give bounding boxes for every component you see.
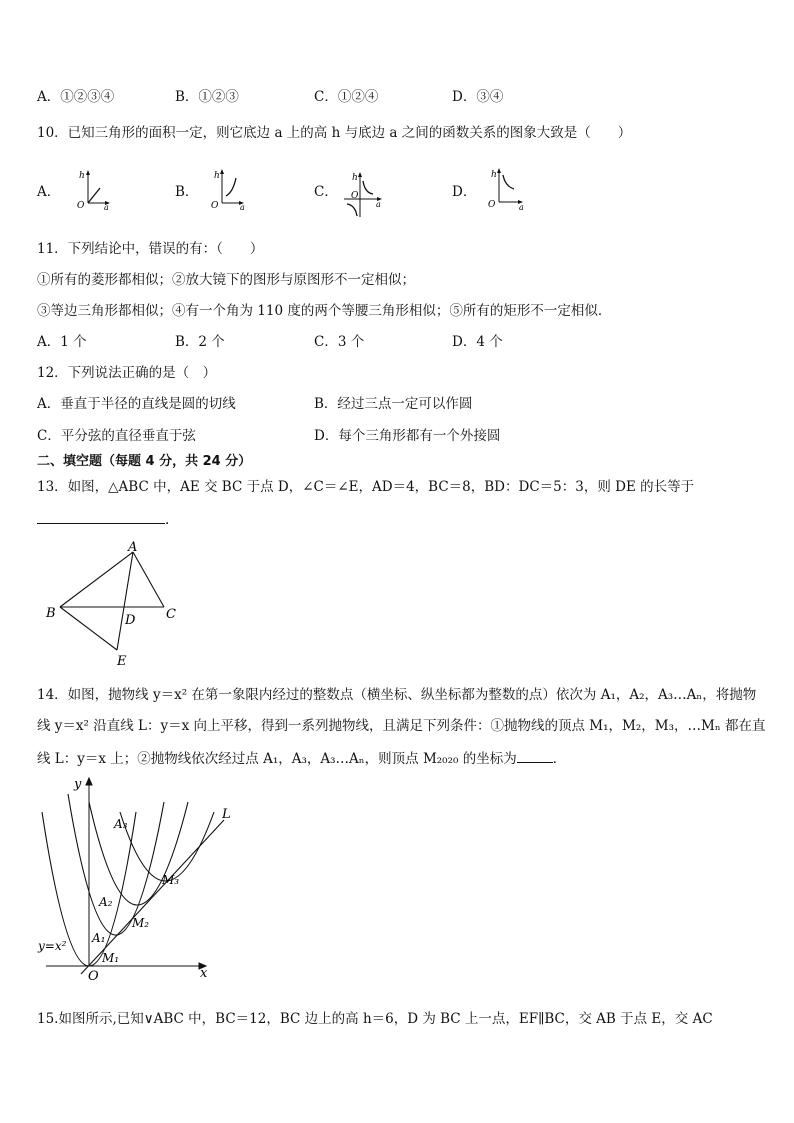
q13-label-c: C bbox=[166, 607, 176, 622]
q13-label-a: A bbox=[128, 540, 138, 555]
q10-option-d-letter: D． bbox=[452, 184, 477, 200]
q11-stem: 11．下列结论中，错误的有：（ ） bbox=[37, 241, 264, 257]
q14-line-3-end: ． bbox=[552, 751, 567, 767]
q14-label-m2: M₂ bbox=[132, 916, 150, 930]
q14-label-curve: y=x² bbox=[38, 939, 67, 953]
q14-label-a2: A₂ bbox=[99, 895, 113, 909]
q10-option-c-letter: C． bbox=[314, 184, 338, 200]
q14-line-3-text: 线 L：y＝x 上；②抛物线依次经过点 A₁，A₃，A₃…Aₙ，则顶点 M₂₀₂₀ 的坐标为 bbox=[37, 751, 517, 767]
q13-stem: 13．如图，△ABC 中，AE 交 BC 于点 D，∠C＝∠E，AD＝4，BC＝8，BD：DC＝5：3，则 DE 的长等于 bbox=[37, 479, 695, 495]
q12-option-a: A．垂直于半径的直线是圆的切线 bbox=[37, 396, 236, 412]
origin-label: O bbox=[488, 200, 496, 210]
q14-figure bbox=[36, 772, 246, 984]
q11-option-c: C．3 个 bbox=[314, 334, 365, 350]
q14-label-m3: M₃ bbox=[162, 873, 180, 887]
q10-stem: 10．已知三角形的面积一定，则它底边 a 上的高 h 与底边 a 之间的函数关系的图象大致是（ ） bbox=[37, 125, 632, 141]
q13-period: . bbox=[165, 512, 170, 528]
q10-graph-d bbox=[483, 165, 529, 211]
axis-label-h: h bbox=[79, 171, 85, 181]
axis-label-h: h bbox=[491, 170, 497, 180]
q14-label-a1: A₁ bbox=[92, 931, 106, 945]
q12-stem: 12．下列说法正确的是（ ） bbox=[37, 365, 217, 381]
q14-line-3 bbox=[37, 748, 566, 768]
axis-label-h: h bbox=[214, 171, 220, 181]
origin-label: O bbox=[77, 201, 85, 211]
q12-option-b: B．经过三点一定可以作圆 bbox=[314, 396, 473, 412]
q15-line-1: 15.如图所示,已知∨ABC 中，BC＝12，BC 边上的高 h＝6，D 为 BC 上一点，EF∥BC，交 AB 于点 E，交 AC bbox=[37, 1011, 713, 1027]
q9-option-d: D．③④ bbox=[452, 89, 504, 105]
q13-answer-line bbox=[37, 509, 169, 529]
q9-option-c: C．①②④ bbox=[314, 89, 379, 105]
q10-graph-a bbox=[74, 168, 114, 210]
q14-answer-blank[interactable] bbox=[517, 748, 553, 763]
origin-label: O bbox=[211, 201, 219, 211]
q9-option-b: B．①②③ bbox=[175, 89, 239, 105]
q14-label-y: y bbox=[74, 777, 82, 792]
section-heading-fill-in: 二、填空题（每题 4 分，共 24 分） bbox=[37, 454, 252, 469]
q14-label-m1: M₁ bbox=[102, 951, 120, 965]
q11-option-a: A．1 个 bbox=[37, 334, 87, 350]
q14-label-l: L bbox=[222, 807, 231, 822]
q14-label-o: O bbox=[88, 969, 99, 984]
q13-figure bbox=[40, 540, 190, 672]
q12-option-d: D．每个三角形都有一个外接圆 bbox=[314, 428, 501, 444]
q13-label-b: B bbox=[46, 606, 56, 621]
origin-label: O bbox=[351, 191, 359, 201]
q14-line-1: 14．如图，抛物线 y＝x² 在第一象限内经过的整数点（横坐标、纵坐标都为整数的点）依次为 A₁，A₂，A₃…Aₙ，将抛物 bbox=[37, 687, 757, 703]
q10-graph-c bbox=[342, 169, 386, 221]
q14-line-2: 线 y＝x² 沿直线 L：y＝x 向上平移，得到一系列抛物线，且满足下列条件：①抛物线的顶点 M₁，M₂，M₃，…Mₙ 都在直 bbox=[37, 718, 766, 734]
q13-answer-blank[interactable] bbox=[37, 509, 165, 524]
q11-option-b: B．2 个 bbox=[175, 334, 225, 350]
q13-label-e: E bbox=[117, 654, 127, 669]
q10-option-b-letter: B． bbox=[175, 184, 199, 200]
q13-label-d: D bbox=[125, 613, 136, 628]
axis-label-a: a bbox=[240, 203, 245, 212]
q11-line-2: ③等边三角形都相似；④有一个角为 110 度的两个等腰三角形相似；⑤所有的矩形不一定相似． bbox=[37, 303, 612, 319]
q11-line-1: ①所有的菱形都相似；②放大镜下的图形与原图形不一定相似； bbox=[37, 272, 415, 288]
axis-label-a: a bbox=[376, 200, 381, 209]
axis-label-a: a bbox=[519, 203, 524, 212]
q10-graph-b bbox=[206, 166, 250, 210]
q12-option-c: C．平分弦的直径垂直于弦 bbox=[37, 428, 196, 444]
q14-label-x: x bbox=[200, 966, 208, 981]
axis-label-h: h bbox=[352, 173, 358, 183]
q10-option-a-letter: A． bbox=[37, 184, 61, 200]
q9-option-a: A．①②③④ bbox=[37, 89, 115, 105]
axis-label-a: a bbox=[104, 203, 109, 212]
q11-option-d: D．4 个 bbox=[452, 334, 503, 350]
q14-label-a3: A₃ bbox=[114, 817, 128, 831]
